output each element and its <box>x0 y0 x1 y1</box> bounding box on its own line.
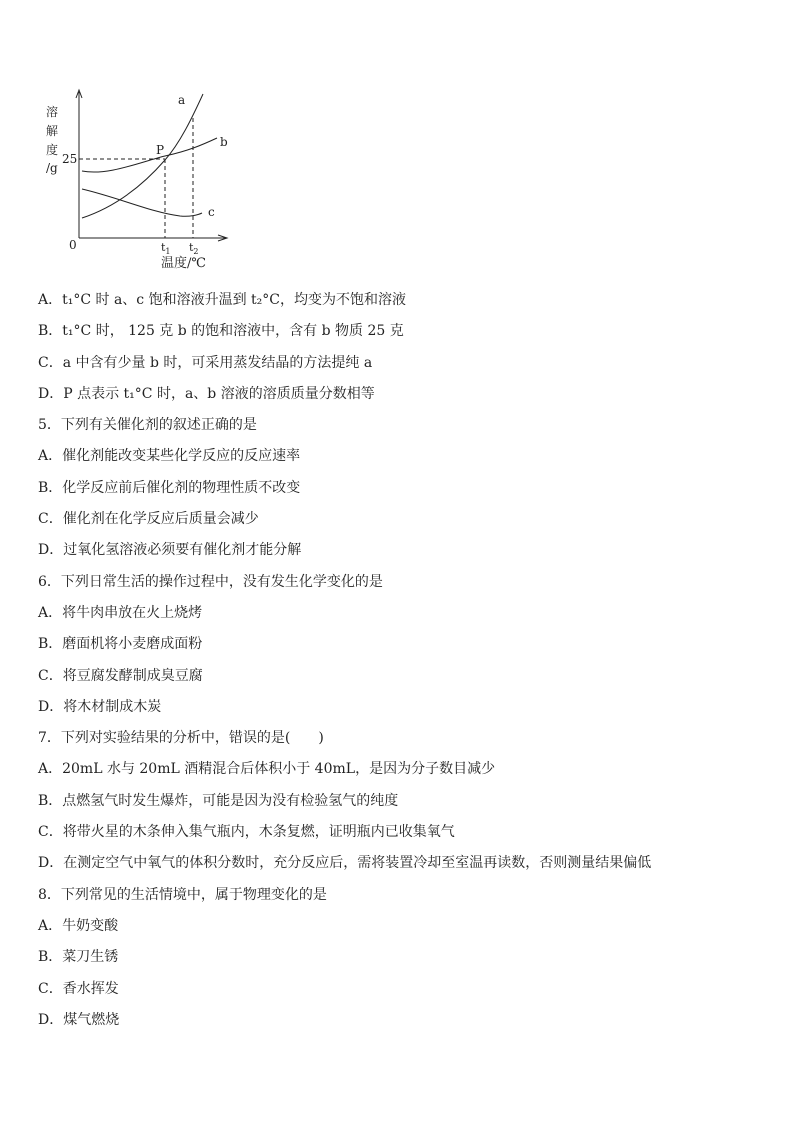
curve-a <box>82 94 203 218</box>
solubility-curve-svg <box>40 88 240 273</box>
option-6a: A．将牛肉串放在火上烧烤 <box>38 604 203 621</box>
curve-a-label: a <box>178 93 186 107</box>
tick-25: 25 <box>62 152 78 166</box>
option-5c: C．催化剂在化学反应后质量会减少 <box>38 511 259 528</box>
solubility-curve-figure <box>40 88 240 273</box>
option-7a: A．20mL 水与 20mL 酒精混合后体积小于 40mL，是因为分子数目减少 <box>38 761 496 778</box>
origin-label: 0 <box>69 238 77 252</box>
option-8b: B．菜刀生锈 <box>38 949 119 966</box>
option-5a: A．催化剂能改变某些化学反应的反应速率 <box>38 448 301 465</box>
tick-t2: $t_2$ <box>189 241 199 256</box>
curve-b-label: b <box>220 135 228 149</box>
option-8a: A．牛奶变酸 <box>38 917 119 934</box>
option-6d: D．将木材制成木炭 <box>38 698 162 715</box>
option-5b: B．化学反应前后催化剂的物理性质不改变 <box>38 479 301 496</box>
option-4a: A．t₁°C 时 a、c 饱和溶液升温到 t₂°C，均变为不饱和溶液 <box>38 292 406 308</box>
point-p-label: P <box>156 143 165 157</box>
option-7d: D．在测定空气中氧气的体积分数时，充分反应后，需将装置冷却至室温再读数，否则测量结果偏低 <box>38 855 652 872</box>
option-5d: D．过氧化氢溶液必须要有催化剂才能分解 <box>38 542 302 559</box>
option-7b: B．点燃氢气时发生爆炸，可能是因为没有检验氢气的纯度 <box>38 792 399 809</box>
question-text <box>38 290 758 1041</box>
option-8c: C．香水挥发 <box>38 980 119 997</box>
curve-c-label: c <box>208 205 215 219</box>
option-6c: C．将豆腐发酵制成臭豆腐 <box>38 667 203 684</box>
question-7: 7．下列对实验结果的分析中，错误的是( ) <box>38 730 324 747</box>
option-6b: B．磨面机将小麦磨成面粉 <box>38 636 203 653</box>
option-4c: C．a 中含有少量 b 时，可采用蒸发结晶的方法提纯 a <box>38 354 373 371</box>
option-4b: B．t₁°C 时， 125 克 b 的饱和溶液中，含有 b 物质 25 克 <box>38 323 404 340</box>
option-4d: D．P 点表示 t₁°C 时，a、b 溶液的溶质质量分数相等 <box>38 385 375 402</box>
y-label-2: 解 <box>46 124 59 138</box>
option-7c: C．将带火星的木条伸入集气瓶内，木条复燃，证明瓶内已收集氧气 <box>38 824 455 841</box>
question-5: 5．下列有关催化剂的叙述正确的是 <box>38 417 257 434</box>
option-8d: D．煤气燃烧 <box>38 1011 120 1028</box>
x-axis-label: 温度/℃ <box>161 256 206 271</box>
y-label-3: 度 <box>46 143 59 157</box>
question-8: 8．下列常见的生活情境中，属于物理变化的是 <box>38 886 327 903</box>
y-label-1: 溶 <box>46 105 59 119</box>
question-6: 6．下列日常生活的操作过程中，没有发生化学变化的是 <box>38 573 383 590</box>
tick-t1: $t_1$ <box>161 241 171 256</box>
curve-b <box>82 138 217 172</box>
curve-c <box>82 189 202 216</box>
y-label-4: /g <box>46 161 58 175</box>
